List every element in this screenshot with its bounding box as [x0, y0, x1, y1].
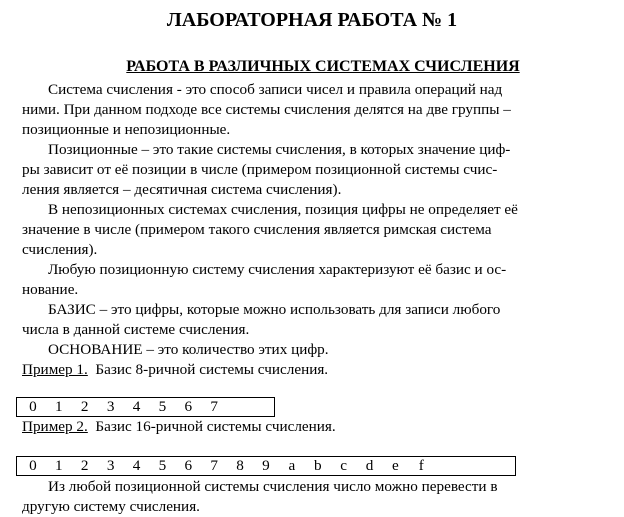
example-1-line — [22, 360, 602, 380]
digit-cell: 5 — [158, 457, 167, 474]
paragraph-line: числа в данной системе счисления. — [22, 321, 250, 338]
digit-cell: e — [392, 457, 399, 474]
digit-cell: 2 — [80, 457, 89, 474]
paragraph-line: значение в числе (примером такого счисления является римская система — [22, 221, 492, 238]
digit-cell: d — [365, 457, 374, 474]
paragraph-line: Позиционные – это такие системы счисления, в которых значение циф- — [48, 141, 511, 158]
digit-cell: c — [340, 457, 347, 474]
paragraph-line: В непозиционных системах счисления, позиция цифры не определяет её — [48, 201, 518, 218]
example-1-text: Базис 8-ричной системы счисления. — [95, 361, 329, 378]
example-2-block — [22, 417, 602, 437]
example-2-line — [22, 417, 602, 437]
digit-cell: 1 — [55, 398, 63, 415]
body-text — [22, 80, 602, 380]
closing-text — [22, 477, 602, 517]
paragraph-line: Система счисления - это способ записи чисел и правила операций над — [48, 81, 503, 98]
example-1-label: Пример 1. — [22, 361, 88, 378]
digit-cell: f — [418, 457, 424, 474]
paragraph-line: позиционные и непозиционные. — [22, 121, 231, 138]
paragraph-line: нование. — [22, 281, 79, 298]
digit-cell: 8 — [236, 457, 244, 474]
paragraph-line: ления является – десятичная система счисления). — [22, 181, 342, 198]
digit-cell: 1 — [55, 457, 63, 474]
digit-cell: a — [288, 457, 296, 474]
digit-cell: 6 — [184, 457, 193, 474]
digit-cell: 9 — [262, 457, 270, 474]
page-title: ЛАБОРАТОРНАЯ РАБОТА № 1 — [166, 9, 458, 31]
example-2-label: Пример 2. — [22, 418, 88, 435]
base-16-table — [16, 456, 516, 476]
paragraph-line: ними. При данном подходе все системы счисления делятся на две группы – — [22, 101, 511, 118]
digit-cell: b — [313, 457, 322, 474]
digit-cell: 0 — [29, 398, 37, 415]
paragraph-line: счисления). — [22, 241, 98, 258]
example-2-text: Базис 16-ричной системы счисления. — [95, 418, 336, 435]
paragraph-line: БАЗИС – это цифры, которые можно использовать для записи любого — [48, 301, 501, 318]
digit-cell: 3 — [106, 457, 115, 474]
paragraph-line: ОСНОВАНИЕ – это количество этих цифр. — [48, 341, 329, 358]
base-8-table — [16, 397, 275, 417]
section-subtitle: РАБОТА В РАЗЛИЧНЫХ СИСТЕМАХ СЧИСЛЕНИЯ — [126, 58, 520, 75]
digit-cell: 2 — [80, 398, 89, 415]
digit-cell: 5 — [158, 398, 167, 415]
digit-cell: 7 — [210, 398, 218, 415]
digit-cell: 4 — [132, 457, 141, 474]
paragraph-line: Из любой позиционной системы счисления число можно перевести в — [48, 478, 498, 495]
digit-cell: 3 — [106, 398, 115, 415]
digit-cell: 7 — [210, 457, 218, 474]
digit-cell: 6 — [184, 398, 193, 415]
digit-cell: 4 — [132, 398, 141, 415]
paragraph-line: ры зависит от её позиции в числе (примером позиционной системы счис- — [22, 161, 498, 178]
paragraph-line: другую систему счисления. — [22, 498, 200, 515]
digit-cell: 0 — [29, 457, 37, 474]
paragraph-line: Любую позиционную систему счисления характеризуют её базис и ос- — [48, 261, 507, 278]
